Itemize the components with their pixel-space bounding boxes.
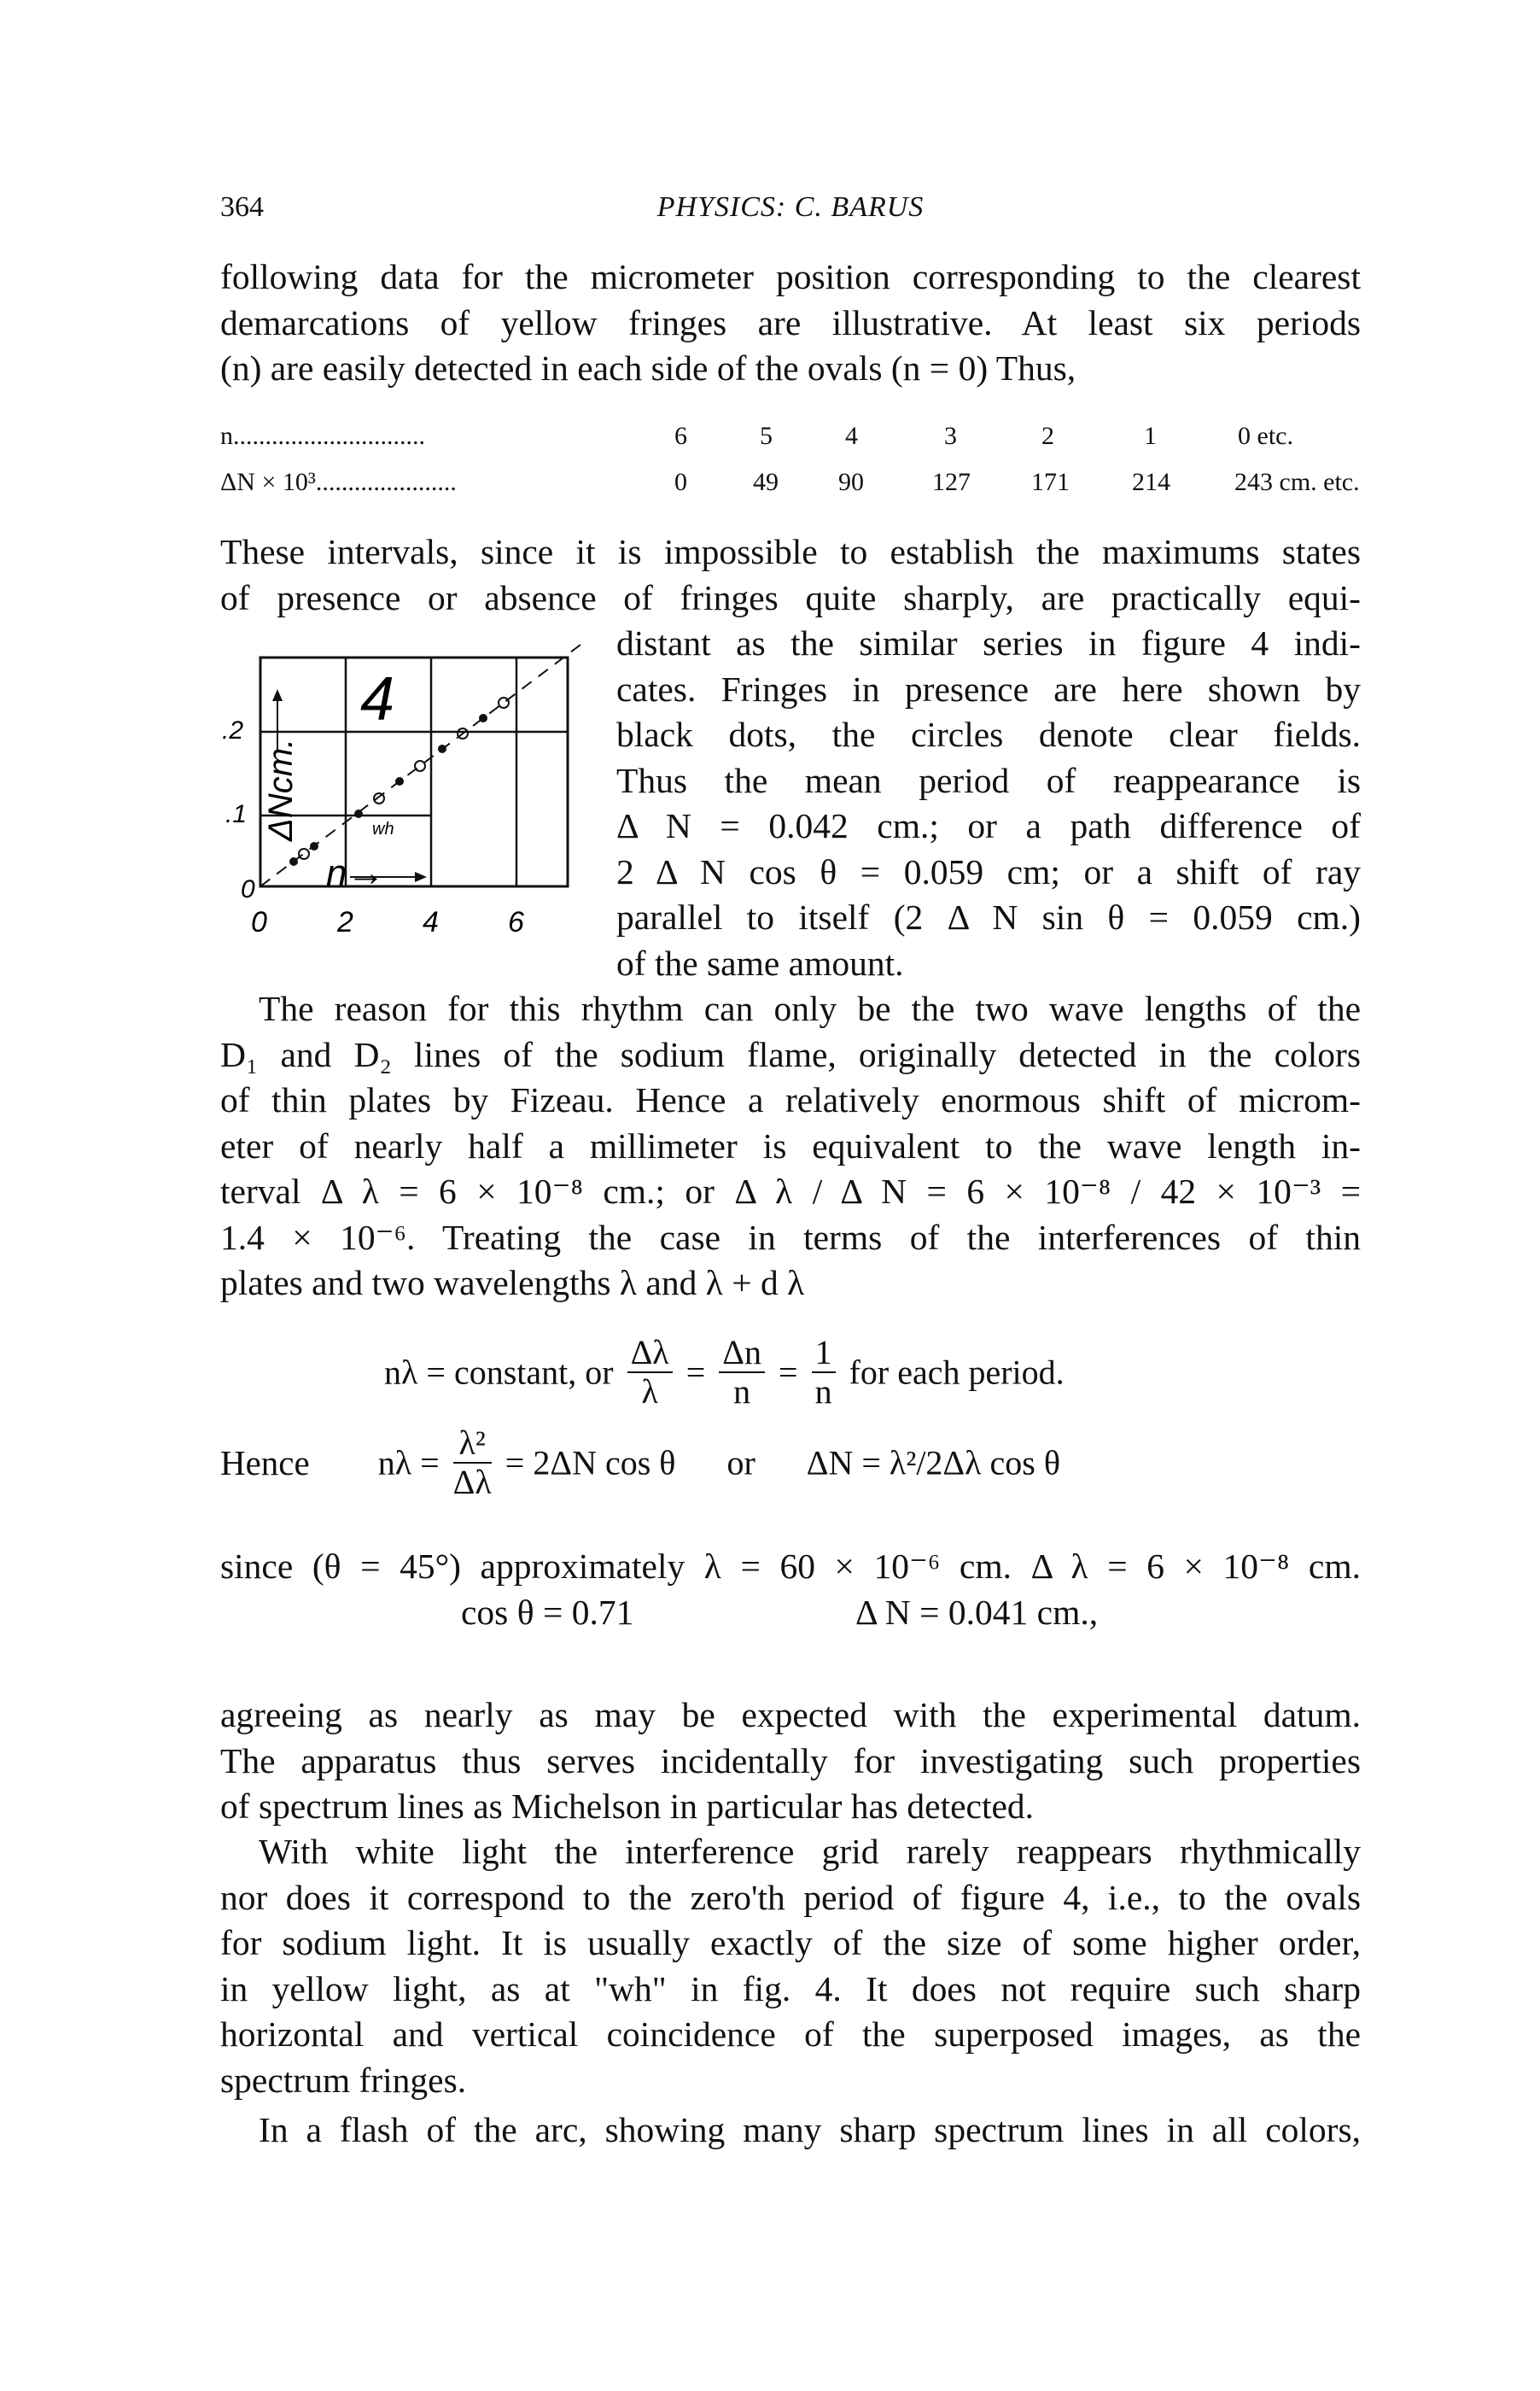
table-cell: 6 — [674, 422, 687, 450]
text-line: of spectrum lines as Michelson in particular has detected. — [220, 1786, 1035, 1826]
paragraph-intervals-wrap — [616, 621, 1361, 986]
text-line: terval Δ λ = 6 × 10⁻⁸ cm.; or Δ λ / Δ N = 6 × 10⁻⁸ / 42 × 10⁻³ = — [220, 1172, 1361, 1211]
text-line: spectrum fringes. — [220, 2060, 467, 2100]
eq-text: for each period. — [849, 1353, 1065, 1392]
delta-n-value: Δ N = 0.041 cm., — [855, 1593, 1099, 1632]
eq-text: ΔN = λ²/2Δλ cos θ — [806, 1443, 1061, 1482]
paragraph-intervals — [220, 529, 1361, 621]
text-line: agreeing as nearly as may be expected with the experimental datum. — [220, 1695, 1361, 1734]
clear-circle — [374, 793, 384, 804]
y-tick-label: .2 — [222, 716, 244, 745]
x-axis-label: n→ — [326, 852, 385, 894]
table-cell: 5 — [760, 422, 773, 450]
table-cell: 0 — [674, 468, 687, 496]
hence-label: Hence — [220, 1443, 310, 1482]
fraction — [627, 1334, 673, 1411]
table-cell: 90 — [838, 468, 864, 496]
text-line: distant as the similar series in figure 4 indi- — [616, 623, 1361, 663]
fraction-denominator: Δλ — [452, 1463, 492, 1501]
text-line: (n) are easily detected in each side of the ovals (n = 0) Thus, — [220, 348, 1076, 388]
equals-sign: = — [685, 1353, 706, 1392]
paragraph-reason — [220, 986, 1361, 1307]
fringe-dot — [310, 842, 318, 851]
text-line: These intervals, since it is impossible to establish the maximums states — [220, 532, 1361, 571]
figure-svg — [213, 636, 589, 944]
table-row — [220, 422, 1361, 468]
fraction-denominator: n — [733, 1372, 751, 1411]
fraction-numerator: Δn — [719, 1334, 765, 1373]
y-axis-label: ΔNcm. — [262, 738, 300, 841]
x-tick-label: 6 — [508, 906, 524, 938]
fringe-dot — [479, 714, 487, 722]
paragraph-white-light — [220, 1829, 1361, 2103]
table-cell: 4 — [845, 422, 858, 450]
text-line: Δ N = 0.042 cm.; or a path difference of — [616, 806, 1361, 845]
row-label: ΔN × 10³...................... — [220, 468, 457, 496]
row-label: n.............................. — [220, 422, 425, 450]
text-line: With white light the interference grid rarely reappears rhythmically — [259, 1832, 1361, 1871]
table-cell: 49 — [753, 468, 779, 496]
table-cell: 127 — [932, 468, 971, 496]
text-line: parallel to itself (2 Δ N sin θ = 0.059 cm.) — [616, 897, 1361, 937]
text-line: eter of nearly half a millimeter is equivalent to the wave length in- — [220, 1125, 1361, 1166]
fraction — [453, 1424, 492, 1501]
table-cell: 2 — [1041, 422, 1054, 450]
text-line: black dots, the circles denote clear fields. — [616, 715, 1361, 754]
x-axis-arrowhead — [415, 872, 427, 882]
text-line: 2 Δ N cos θ = 0.059 cm; or a shift of ray — [616, 851, 1361, 892]
paragraph-arc-flash — [220, 2107, 1361, 2154]
clear-circle — [299, 849, 309, 859]
figure-4 — [213, 636, 589, 944]
table-cell: 3 — [944, 422, 957, 450]
fraction — [719, 1334, 765, 1411]
y-axis-arrowhead — [272, 689, 283, 701]
equals-sign: = — [779, 1353, 798, 1392]
fringe-dot — [438, 745, 446, 753]
cos-theta-value: cos θ = 0.71 — [461, 1593, 634, 1632]
text-line: horizontal and vertical coincidence of the superposed images, as the — [220, 2014, 1361, 2054]
table-cell: 1 — [1144, 422, 1157, 450]
paragraph-agreeing — [220, 1692, 1361, 1830]
running-header — [220, 191, 1361, 243]
eq-text: nλ = constant, or — [384, 1353, 614, 1392]
eq-text: nλ = — [377, 1443, 440, 1482]
page-number: 364 — [220, 191, 264, 223]
text-line: plates and two wavelengths λ and λ + d λ — [220, 1263, 805, 1302]
text-line: for sodium light. It is usually exactly of the size of some higher order, — [220, 1923, 1361, 1962]
text-line: The apparatus thus serves incidentally for investigating such properties — [220, 1740, 1361, 1780]
x-tick-label: 2 — [337, 906, 353, 938]
fraction-numerator: Δλ — [627, 1334, 673, 1373]
running-title: PHYSICS: C. BARUS — [656, 191, 925, 223]
table-row — [220, 468, 1361, 514]
text-line: 1.4 × 10⁻⁶. Treating the case in terms of the interferences of thin — [220, 1217, 1361, 1257]
data-table — [220, 422, 1361, 514]
table-cell: 214 — [1132, 468, 1170, 496]
text-line: cates. Fringes in presence are here shown by — [616, 669, 1361, 709]
text-line: following data for the micrometer position corresponding to the clearest — [220, 257, 1361, 296]
figure-label: 4 — [360, 665, 395, 734]
text-line: D₁ and D₂ lines of the sodium flame, originally detected in the colors — [220, 1034, 1361, 1074]
text-line: nor does it correspond to the zero'th period of figure 4, i.e., to the ovals — [220, 1877, 1361, 1917]
table-cell: 0 etc. — [1238, 422, 1293, 450]
paragraph-intro — [220, 254, 1361, 392]
fringe-dot — [289, 857, 298, 866]
x-tick-label: 0 — [251, 906, 267, 938]
clear-circle — [415, 761, 425, 771]
text-line: The reason for this rhythm can only be the two wave lengths of the — [259, 989, 1361, 1028]
text-line: of the same amount. — [616, 943, 904, 983]
equation-1 — [384, 1334, 1238, 1428]
since-line — [220, 1544, 1361, 1590]
fringe-dot — [395, 777, 404, 786]
fringe-dot — [354, 810, 363, 818]
eq-text: = 2ΔN cos θ — [505, 1443, 676, 1482]
text-line: demarcations of yellow fringes are illustrative. At least six periods — [220, 302, 1361, 342]
clear-circle — [499, 698, 509, 708]
fraction — [812, 1334, 836, 1411]
eq-text: or — [726, 1443, 755, 1482]
y-tick-label: .1 — [225, 800, 248, 828]
equation-2 — [220, 1424, 1361, 1518]
fraction-numerator: λ² — [453, 1424, 492, 1464]
fraction-numerator: 1 — [812, 1334, 836, 1373]
text-line: since (θ = 45°) approximately λ = 60 × 10⁻⁶ cm. Δ λ = 6 × 10⁻⁸ cm. — [220, 1546, 1361, 1586]
text-line: Thus the mean period of reappearance is — [616, 760, 1361, 800]
text-line: in yellow light, as at "wh" in fig. 4. It does not require such sharp — [220, 1968, 1361, 2008]
fraction-denominator: λ — [641, 1372, 658, 1411]
x-tick-label: 4 — [423, 906, 439, 938]
fraction-denominator: n — [814, 1372, 832, 1411]
text-line: of thin plates by Fizeau. Hence a relatively enormous shift of microm- — [220, 1080, 1361, 1120]
y-tick-label: 0 — [241, 875, 255, 903]
grid-frame — [260, 658, 568, 886]
text-line: In a flash of the arc, showing many sharp spectrum lines in all colors, — [259, 2110, 1361, 2149]
wh-annotation: wh — [372, 820, 394, 839]
text-line: of presence or absence of fringes quite sharply, are practically equi- — [220, 577, 1361, 617]
table-cell: 243 cm. etc. — [1234, 468, 1360, 496]
table-cell: 171 — [1031, 468, 1070, 496]
